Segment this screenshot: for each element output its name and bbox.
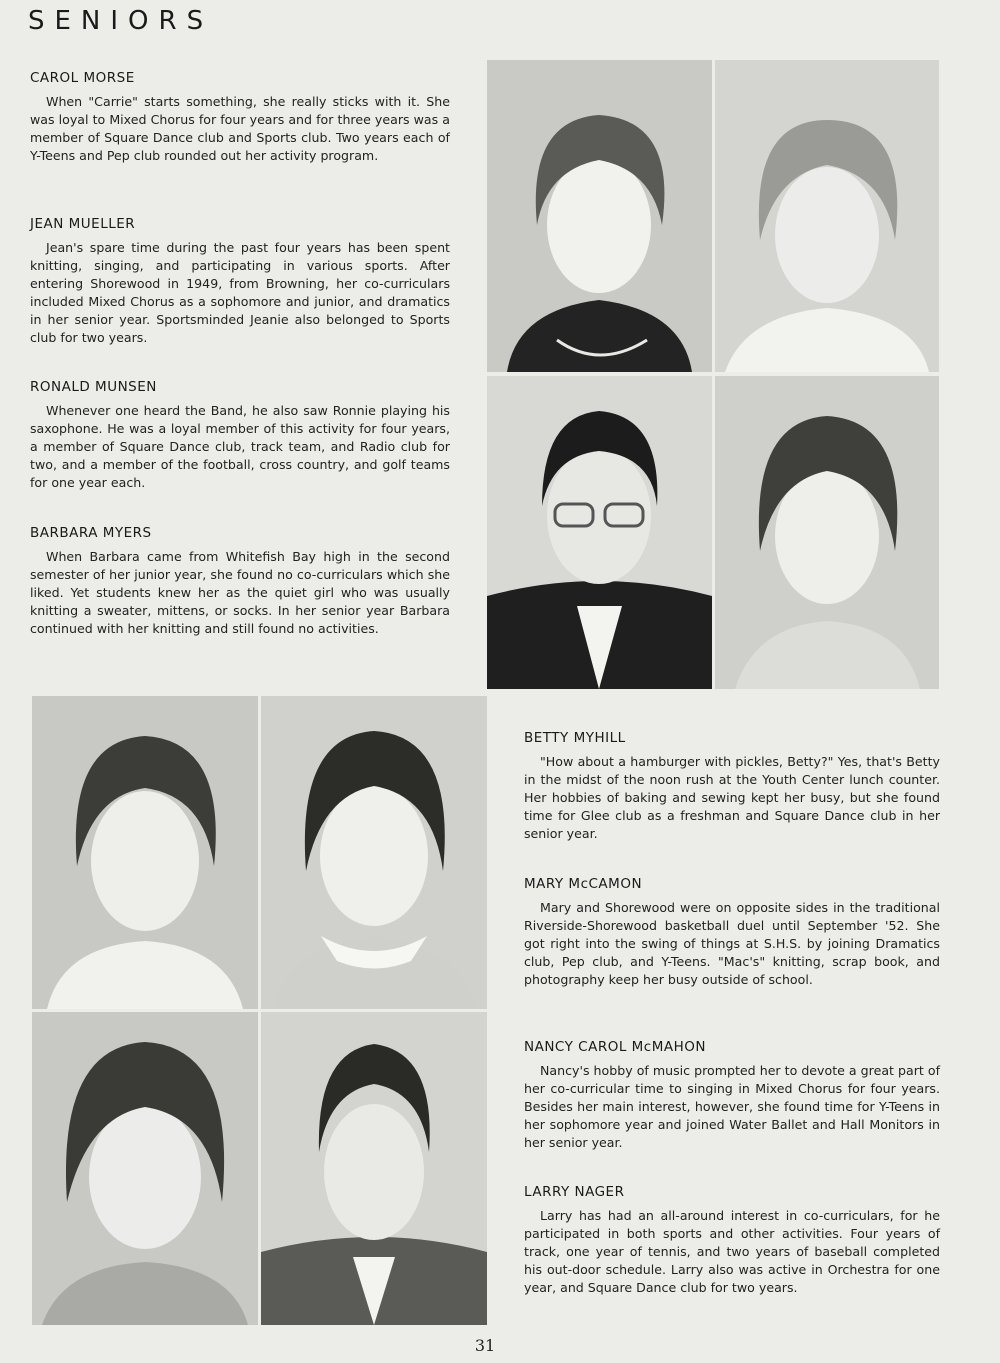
bio-carol-morse [30, 70, 450, 165]
bio-larry-nager [524, 1184, 940, 1297]
portrait-photo-barbara-myers-image [715, 376, 939, 689]
bio-text: When Barbara came from Whitefish Bay high in the second semester of her junior year, she found no co-curriculars which she liked. Yet students knew her as the quiet girl who was usually knitting a sweater, mittens, or socks. In her senior year Barbara continued with her knitting and still found no activities. [30, 549, 450, 636]
bio-name: MARY McCAMON [524, 876, 643, 892]
portrait-photo-betty-myhill [32, 696, 258, 1009]
portrait-photo-nancy-carol-mcmahon-image [32, 1012, 258, 1325]
bio-name: NANCY CAROL McMAHON [524, 1039, 706, 1055]
bio-name: CAROL MORSE [30, 70, 135, 86]
bio-barbara-myers [30, 525, 450, 638]
portrait-photo-mary-mccamon [261, 696, 487, 1009]
bio-text: "How about a hamburger with pickles, Betty?" Yes, that's Betty in the midst of the noon rush at the Youth Center lunch counter. Her hobbies of baking and sewing kept her busy, but she found time for Glee club as a freshman and Square Dance club in her senior year. [524, 754, 940, 841]
bio-betty-myhill [524, 730, 940, 843]
portrait-photo-larry-nager [261, 1012, 487, 1325]
page-number: 31 [474, 1336, 496, 1355]
bio-name: RONALD MUNSEN [30, 379, 157, 395]
portrait-photo-barbara-myers [715, 376, 939, 689]
page-heading: SENIORS [28, 6, 214, 36]
bio-text: Whenever one heard the Band, he also saw Ronnie playing his saxophone. He was a loyal member of this activity for four years, a member of Square Dance club, track team, and Radio club for two, and a member of the football, cross country, and golf teams for one year each. [30, 403, 450, 490]
portrait-photo-jean-mueller-image [715, 60, 939, 372]
bio-text: Nancy's hobby of music prompted her to devote a great part of her co-curricular time to singing in Mixed Chorus for four years. Besides her main interest, however, she found time for Y-Teens in her sophomore year and joined Water Ballet and Hall Monitors in her senior year. [524, 1063, 940, 1150]
portrait-photo-ronald-munsen-image [487, 376, 712, 689]
bio-name: BETTY MYHILL [524, 730, 626, 746]
bio-text: When "Carrie" starts something, she really sticks with it. She was loyal to Mixed Chorus for four years and for three years was a member of Square Dance club and Sports club. Two years each of Y-Teens and Pep club rounded out her activity program. [30, 94, 450, 163]
portrait-photo-larry-nager-image [261, 1012, 487, 1325]
portrait-photo-mary-mccamon-image [261, 696, 487, 1009]
portrait-photo-ronald-munsen [487, 376, 712, 689]
bio-text: Mary and Shorewood were on opposite sides in the traditional Riverside-Shorewood basketball duel until September '52. She got right into the swing of things at S.H.S. by joining Dramatics club, Pep club, and Y-Teens. "Mac's" knitting, scrap book, and photography keep her busy outside of school. [524, 900, 940, 987]
bio-nancy-carol-mcmahon [524, 1039, 940, 1152]
portrait-photo-jean-mueller [715, 60, 939, 372]
bio-text: Jean's spare time during the past four years has been spent knitting, singing, and participating in various sports. After entering Shorewood in 1949, from Browning, her co-curriculars included Mixed Chorus as a sophomore and junior, and dramatics in her senior year. Sportsminded Jeanie also belonged to Sports club for two years. [30, 240, 450, 345]
bio-ronald-munsen [30, 379, 450, 492]
portrait-photo-carol-morse-image [487, 60, 712, 372]
bio-name: BARBARA MYERS [30, 525, 152, 541]
bio-name: LARRY NAGER [524, 1184, 625, 1200]
bio-jean-mueller [30, 216, 450, 347]
portrait-photo-betty-myhill-image [32, 696, 258, 1009]
bio-mary-mccamon [524, 876, 940, 989]
portrait-photo-carol-morse [487, 60, 712, 372]
bio-name: JEAN MUELLER [30, 216, 136, 232]
bio-text: Larry has had an all-around interest in co-curriculars, for he participated in both sports and other activities. Four years of track, one year of tennis, and two years of baseball completed his out-door schedule. Larry also was active in Orchestra for one year, and Square Dance club for two years. [524, 1208, 940, 1295]
portrait-photo-nancy-carol-mcmahon [32, 1012, 258, 1325]
